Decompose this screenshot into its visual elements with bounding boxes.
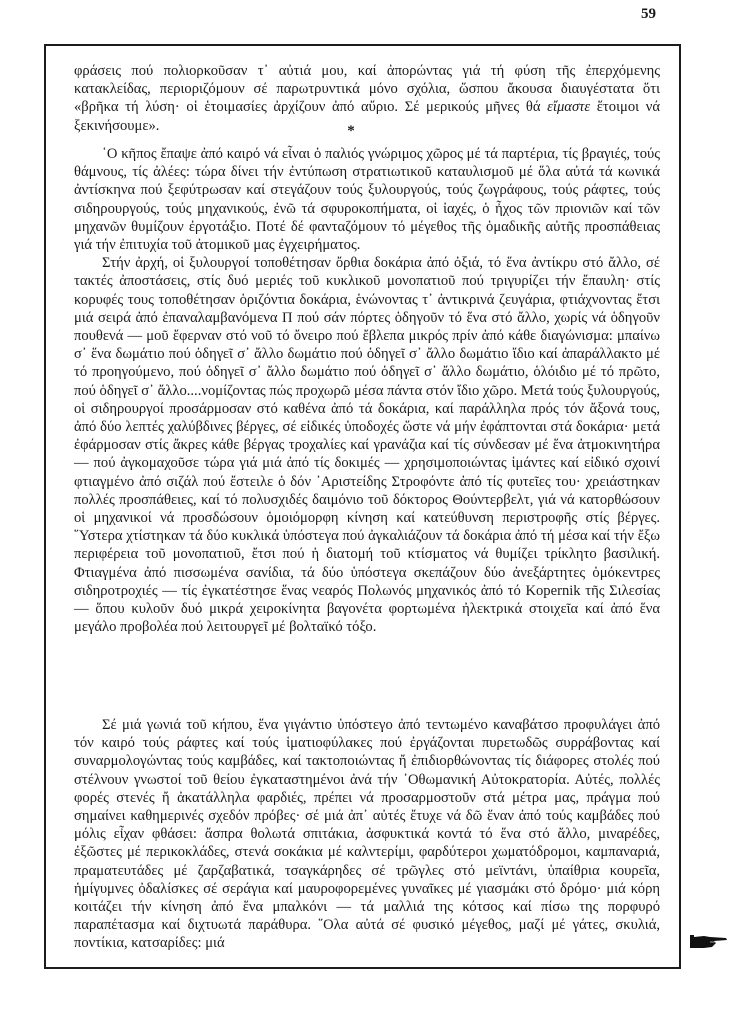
paragraph-tailors: Σέ μιά γωνιά τοῦ κήπου, ἕνα γιγάντιο ὑπόστεγο ἀπό τεντωμένο καναβάτσο προφυλάγει ἀπό τόν καιρό τούς ράφτες καί τούς ἱματιοφύλακες πού ἐργάζονται πυρετωδῶς συρράβοντας καί συναρμολογώντας τούς καμβάδες, καί τακτοποιώντας ἤ ἐπιδιορθώνοντας τίς διάφορες στολές πού στέλνουν γνωστοί τοῦ θείου ἐγκαταστημένοι ἀνά τήν ᾽Οθωμανική Αὐτοκρατορία. Αὐτές, πολλές φορές στενές ἤ ἀκατάλληλα φαρδιές, πρέπει νά προσαρμοστοῦν στά μέτρα μας, πράγμα πού σημαίνει καθημερινές σχεδόν πρόβες· σέ μιά ἀπ᾽ αὐτές ἔτυχε νά δῶ ἕναν ἀπό τούς καμβάδες πού μόλις εἶχαν φθάσει: ἄσπρα θολωτά σπιτάκια, ἀσφυκτικά κοντά τό ἕνα στό ἄλλο, μιναρέδες, ἐξῶστες μέ περικοκλάδες, στενά σοκάκια μέ καλντερίμι, φαρδύτεροι χωματόδρομοι, καμπαναριά, πραματευτάδες μέ ζαρζαβατικά, τσαγκάρηδες σέ τρῶγλες στό μεϊντάνι, ὑπαίθρια κουρεῖα, ἡμίγυμνες ὀδαλίσκες σέ σεράγια καί μαυροφορεμένες γυναῖκες μέ γιασμάκι στό δρόμο· μιά κόρη κοιτάζει τήν κίνηση ἀπό ἕνα μπαλκόνι — τά μαλλιά της κότσος καί πίσω της πορφυρό παραπέτασμα καί διχτυωτά παράθυρα. ῞Ολα αὐτά σέ φυσικό μέγεθος, μαζί μέ γάτες, σκυλιά, ποντίκια, κατσαρίδες: μιά <box>74 717 660 952</box>
paragraph-text-tail: ἕτοιμοι νά ξεκινήσουμε». <box>74 99 660 134</box>
page-number: 59 <box>641 6 656 22</box>
italic-word: εἴμαστε <box>547 99 591 116</box>
paragraph-garden-intro: ῾Ο κῆπος ἔπαψε ἀπό καιρό νά εἶναι ὁ παλιός γνώριμος χῶρος μέ τά παρτέρια, τίς βραγιές, τούς θάμνους, τίς ἀλέες: τώρα δίνει τήν ἐντύπωση στρατιωτικοῦ καταυλισμοῦ μέ ὅλα αὐτά τά κωνικά ἀντίσκηνα πού ξεφύτρωσαν καί στεγάζουν τούς ξυλουργούς, τούς ζωγράφους, τούς ράφτες, τούς σιδηρουργούς, τούς μηχανικούς, ἐνῶ τά σφυροκοπήματα, οἱ ἰαχές, ὁ ἦχος τῶν πριονιῶν καί τῶν μηχανῶν θυμίζουν ἐργοτάξιο. Ποτέ δέ φανταζόμουν τό μέγεθος τῆς ὁμαδικῆς αὐτῆς προσπάθειας γιά τήν ἐπιτυχία τοῦ ἀτομικοῦ μας ἐγχειρήματος. <box>74 146 660 254</box>
garden-section <box>74 145 660 636</box>
pointing-hand-icon <box>690 933 730 951</box>
paragraph-text: φράσεις πού πολιορκοῦσαν τ᾽ αὐτιά μου, καί ἀπορώντας γιά τή φύση τῆς ἐπερχόμενης κατακλείδας, περιοριζόμουν σέ παρωτρυντικά μόνο σχόλια, ὥσπου ἄκουσα διαυγέστατα ὅτι «βρῆκα τή λύση· οἱ ἑτοιμασίες ἀρχίζουν ἀπό αὔριο. Σέ μερικούς μῆνες θά <box>74 63 660 116</box>
paragraph-construction: Στήν ἀρχή, οἱ ξυλουργοί τοποθέτησαν ὄρθια δοκάρια ἀπό ὀξιά, τό ἕνα ἀντίκρυ στό ἄλλο, σέ τακτές ἀποστάσεις, στίς δυό μεριές τοῦ κυκλικοῦ μονοπατιοῦ πού τριγυρίζει τήν ἔπαυλη· στίς κορυφές τους τοποθέτησαν ὁριζόντια δοκάρια, ἑνώνοντας τ᾽ ἀντικρινά ζευγάρια, φτιάχνοντας ἔτσι μιά σειρά ἀπό ἐπαναλαμβανόμενα Π πού σάν πόρτες ὁδηγοῦν τό ἕνα στό ἄλλο, χωρίς νά ὁδηγοῦν πουθενά — μοῦ ἔφερναν στό νοῦ τό ὄνειρο πού ἔβλεπα μικρός πρίν ἀπό κάθε διαγώνισμα: μπαίνω σ᾽ ἕνα δωμάτιο πού ὁδηγεῖ σ᾽ ἄλλο δωμάτιο πού ὁδηγεῖ σ᾽ ἄλλο δωμάτιο ἴδιο καί ἀπαράλλακτο μέ τό προηγούμενο, πού ὁδηγεῖ σ᾽ ἄλλο δωμάτιο πού ὁδηγεῖ σ᾽ ἄλλο δωμάτιο, ὁλόιδιο μέ τό πρῶτο, πού ὁδηγεῖ σ᾽ ἄλλο....νομίζοντας πώς προχωρῶ μέσα πάντα στόν ἴδιο χῶρο. Μετά τούς ξυλουργούς, οἱ σιδηρουργοί προσάρμοσαν στό καθένα ἀπό τά δοκάρια, καί παράλληλα πρός τόν ἄξονά τους, ἀπό δύο λεπτές χαλύβδινες βέργες, σέ εἰδικές ὑποδοχές ὥστε νά μήν ἐφάπτονται στά δοκάρια· μετά ἐφάρμοσαν στίς ἄκρες κάθε βέργας τροχαλίες καί γρανάζια καί τίς σύνδεσαν μέ ἕνα ἀτμοκινητήρα — πού ἀγκομαχοῦσε τώρα γιά μιά ἀπό τίς δοκιμές — χρησιμοποιώντας ἱμάντες καί εἰδικό σχοινί φτιαγμένο ἀπό σιζάλ πού ἔστειλε ὁ δόν ᾽Αριστείδης Στροφόντε ἀπό τίς φυτεῖες του· χρειάστηκαν πολλές προσπάθειες, καί τό πολυσχιδές δαιμόνιο τοῦ δόκτορος Θούντερβελτ, γιά νά κατορθώσουν οἱ μηχανικοί νά προσδώσουν ὁμοιόμορφη κίνηση καί κατεύθυνση περιστροφῆς στίς βέργες. ῞Υστερα χτίστηκαν τά δύο κυκλικά ὑπόστεγα πού ἀγκαλιάζουν τά δοκάρια ἀπό τή μέσα καί τήν ἔξω περιφέρεια τοῦ μονοπατιοῦ, ἔτσι πού ἡ διατομή τοῦ κτίσματος νά θυμίζει τρίκλητο βασιλική. Φτιαγμένα ἀπό πισσωμένα σανίδια, τά δύο ὑπόστεγα σκεπάζουν δύο ἀνεξάρτητες ὁμόκεντρες σιδηροτροχιές — τίς ἐγκατέστησε ἕνας νεαρός Πολωνός μηχανικός ἀπό τό Kopernik τῆς Σιλεσίας — ὅπου κυλοῦν δυό μικρά χειροκίνητα βαγονέτα φορτωμένα ἠλεκτρικά στοιχεῖα καί ἀπό ἕνα μεγάλο προβολέα πού λειτουργεῖ μέ βολταϊκό τόξο. <box>74 255 660 636</box>
section-separator-asterisk: * <box>347 123 355 139</box>
section-opening-paragraph <box>74 62 660 135</box>
tailors-section <box>74 716 660 953</box>
